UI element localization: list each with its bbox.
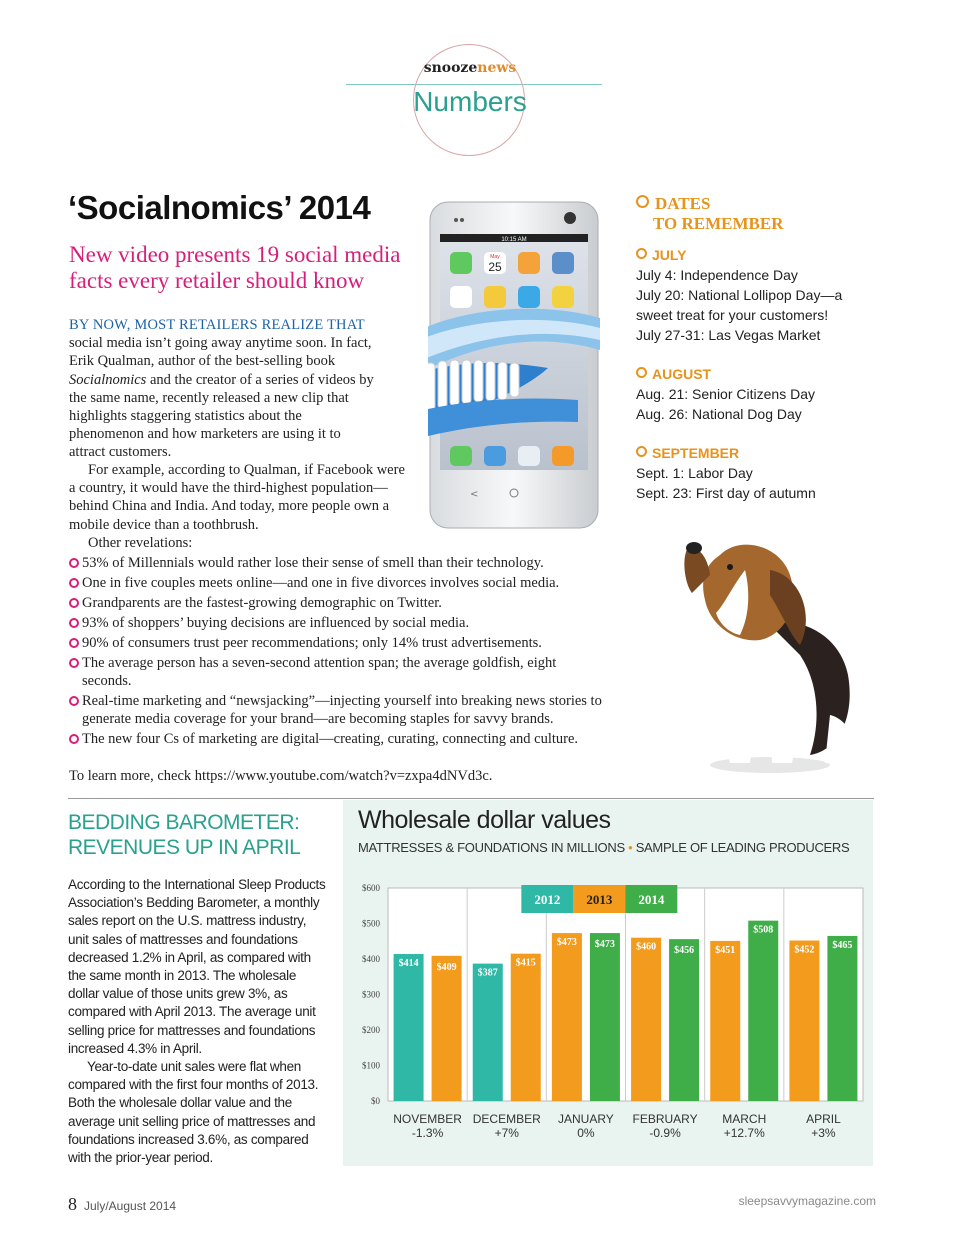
x-category-label: FEBRUARY [632, 1112, 698, 1126]
x-change-label: 0% [577, 1126, 595, 1140]
bullet-circle-icon [69, 598, 79, 608]
chart-subtitle: MATTRESSES & FOUNDATIONS IN MILLIONS • SAMPLE OF LEADING PRODUCERS [358, 840, 850, 855]
bar [789, 941, 819, 1101]
x-category-label: MARCH [722, 1112, 767, 1126]
bar [631, 938, 661, 1101]
brand-snooze: snooze [423, 60, 478, 76]
x-category-label: APRIL [806, 1112, 841, 1126]
legend-label: 2012 [534, 892, 561, 907]
bar [669, 939, 699, 1101]
dates-to-remember-heading: DATES TO REMEMBER [636, 194, 886, 234]
bar-value-label: $465 [832, 939, 853, 951]
page-number: 8 [68, 1194, 77, 1214]
issue-date: July/August 2014 [84, 1199, 177, 1213]
bar-value-label: $473 [594, 939, 615, 951]
july-dates [636, 265, 896, 345]
y-tick-label: $100 [362, 1060, 380, 1071]
bar-value-label: $409 [436, 961, 457, 973]
bar-value-label: $415 [515, 957, 536, 969]
barometer-text [68, 876, 326, 1167]
x-change-label: -0.9% [649, 1126, 681, 1140]
date-item: Aug. 21: Senior Citizens Day [636, 386, 815, 402]
bar-value-label: $456 [674, 945, 695, 957]
bar [511, 954, 541, 1101]
y-tick-label: $0 [371, 1096, 380, 1106]
bullet-circle-icon [69, 578, 79, 588]
article-title: ‘Socialnomics’ 2014 [68, 189, 371, 226]
x-change-label: +3% [811, 1126, 836, 1140]
august-dates [636, 384, 896, 424]
article-paragraph-1-body: social media isn’t going away anytime soon. In fact, Erik Qualman, author of the best-selling book Socialnomics and the creator of a series of videos by the same name, recently released a new clip that highlights staggering statistics about the phenomenon and how marketers are using it to attract customers. [69, 335, 374, 461]
beagle-puppy-photo [650, 515, 870, 775]
ring-bullet-icon [636, 446, 647, 457]
barometer-paragraph-1: According to the International Sleep Products Association’s Bedding Barometer, a monthly sales report on the U.S. mattress industry, unit sales of mattresses and foundations decreased 1.2% in April, as compared with the same month in 2013. The wholesale dollar value of those units grew 3%, as compared with April 2013. The average unit selling price for mattresses and foundations increased 4.3% in April. [68, 877, 326, 1056]
bar-value-label: $414 [398, 958, 419, 970]
bullet-circle-icon [69, 638, 79, 648]
bar [710, 941, 740, 1101]
list-item: 90% of consumers trust peer recommendations; only 14% trust advertisements. [69, 634, 609, 652]
bar [590, 933, 620, 1101]
header-brand [400, 60, 540, 76]
bar-value-label: $460 [636, 941, 657, 953]
y-tick-label: $300 [362, 989, 380, 1000]
bar [552, 933, 582, 1101]
article-paragraph-3: Other revelations: [88, 535, 193, 551]
article-lead: BY NOW, MOST RETAILERS REALIZE THAT [69, 317, 365, 333]
list-item: Grandparents are the fastest-growing demographic on Twitter. [69, 594, 609, 612]
ring-bullet-icon [636, 367, 647, 378]
bar-value-label: $508 [753, 924, 774, 936]
date-item: Sept. 23: First day of autumn [636, 485, 816, 501]
list-item: The new four Cs of marketing are digital—creating, curating, connecting and culture. [69, 730, 609, 748]
legend-label: 2014 [638, 892, 665, 907]
list-item: Real-time marketing and “newsjacking”—injecting yourself into breaking news stories to generate media coverage for your brand—are becoming staples for savvy brands. [69, 692, 609, 728]
svg-text:<: < [470, 489, 479, 500]
ring-bullet-icon [636, 248, 647, 259]
bullet-circle-icon [69, 658, 79, 668]
barometer-heading: BEDDING BAROMETER: REVENUES UP IN APRIL [68, 811, 301, 859]
barometer-paragraph-2: Year-to-date unit sales were flat when compared with the first four months of 2013. Both the wholesale dollar value and the average unit selling price of mattresses and foundations increased 3.6%, as compared with the prior-year period. [68, 1059, 319, 1166]
section-title: Numbers [413, 86, 527, 117]
x-change-label: -1.3% [411, 1126, 444, 1140]
bullet-circle-icon [69, 558, 79, 568]
phone-calendar-day: 25 [488, 260, 502, 274]
ring-bullet-icon [636, 195, 649, 208]
x-category-label: DECEMBER [472, 1112, 541, 1126]
list-item: 53% of Millennials would rather lose their sense of smell than their technology. [69, 554, 609, 572]
date-item: Aug. 26: National Dog Day [636, 406, 802, 422]
list-item: One in five couples meets online—and one in five divorces involves social media. [69, 574, 609, 592]
month-heading-september: SEPTEMBER [636, 445, 739, 461]
section-divider [68, 798, 874, 799]
bar [827, 936, 857, 1101]
date-item: July 27-31: Las Vegas Market [636, 327, 821, 343]
article-paragraph-2: For example, according to Qualman, if Facebook were a country, it would have the third-highest population—behind China and India. And today, more people own a mobile device than a toothbrush. [69, 462, 405, 533]
y-tick-label: $600 [362, 883, 380, 893]
date-item: Sept. 1: Labor Day [636, 465, 753, 481]
list-item: 93% of shoppers’ buying decisions are influenced by social media. [69, 614, 609, 632]
bullet-circle-icon [69, 734, 79, 744]
article-paragraph-1 [69, 316, 374, 462]
x-category-label: JANUARY [558, 1112, 614, 1126]
date-item: July 20: National Lollipop Day—a sweet treat for your customers! [636, 287, 843, 323]
y-tick-label: $500 [362, 918, 380, 929]
bar [394, 954, 424, 1101]
bullet-circle-icon [69, 618, 79, 628]
smartphone-toothbrush-illustration [428, 200, 600, 530]
website-url: sleepsavvymagazine.com [738, 1194, 876, 1208]
bar-value-label: $387 [477, 967, 498, 979]
bar-value-label: $473 [556, 937, 577, 949]
date-item: July 4: Independence Day [636, 267, 798, 283]
y-tick-label: $400 [362, 954, 380, 964]
legend-label: 2013 [586, 892, 613, 907]
facts-list [69, 554, 609, 750]
bar-value-label: $452 [794, 944, 815, 956]
x-change-label: +7% [494, 1126, 519, 1140]
bar [473, 964, 503, 1101]
bar [432, 956, 462, 1101]
brand-news: news [477, 60, 517, 76]
phone-calendar-month: May [490, 254, 500, 260]
bar-value-label: $451 [715, 944, 736, 956]
phone-time: 10:15 AM [501, 237, 527, 243]
x-category-label: NOVEMBER [393, 1112, 462, 1126]
chart-title: Wholesale dollar values [358, 806, 611, 834]
x-change-label: +12.7% [723, 1126, 765, 1140]
month-heading-august: AUGUST [636, 366, 711, 382]
month-heading-july: JULY [636, 247, 687, 263]
bar [748, 921, 778, 1101]
list-item: The average person has a seven-second attention span; the average goldfish, eight seconds. [69, 654, 609, 690]
wholesale-bar-chart [343, 876, 873, 1166]
y-tick-label: $200 [362, 1025, 380, 1035]
bullet-circle-icon [69, 696, 79, 706]
september-dates [636, 463, 896, 503]
article-more-link-text: To learn more, check https://www.youtube.com/watch?v=zxpa4dNVd3c. [69, 768, 493, 784]
article-subtitle: New video presents 19 social media facts every retailer should know [69, 242, 401, 293]
